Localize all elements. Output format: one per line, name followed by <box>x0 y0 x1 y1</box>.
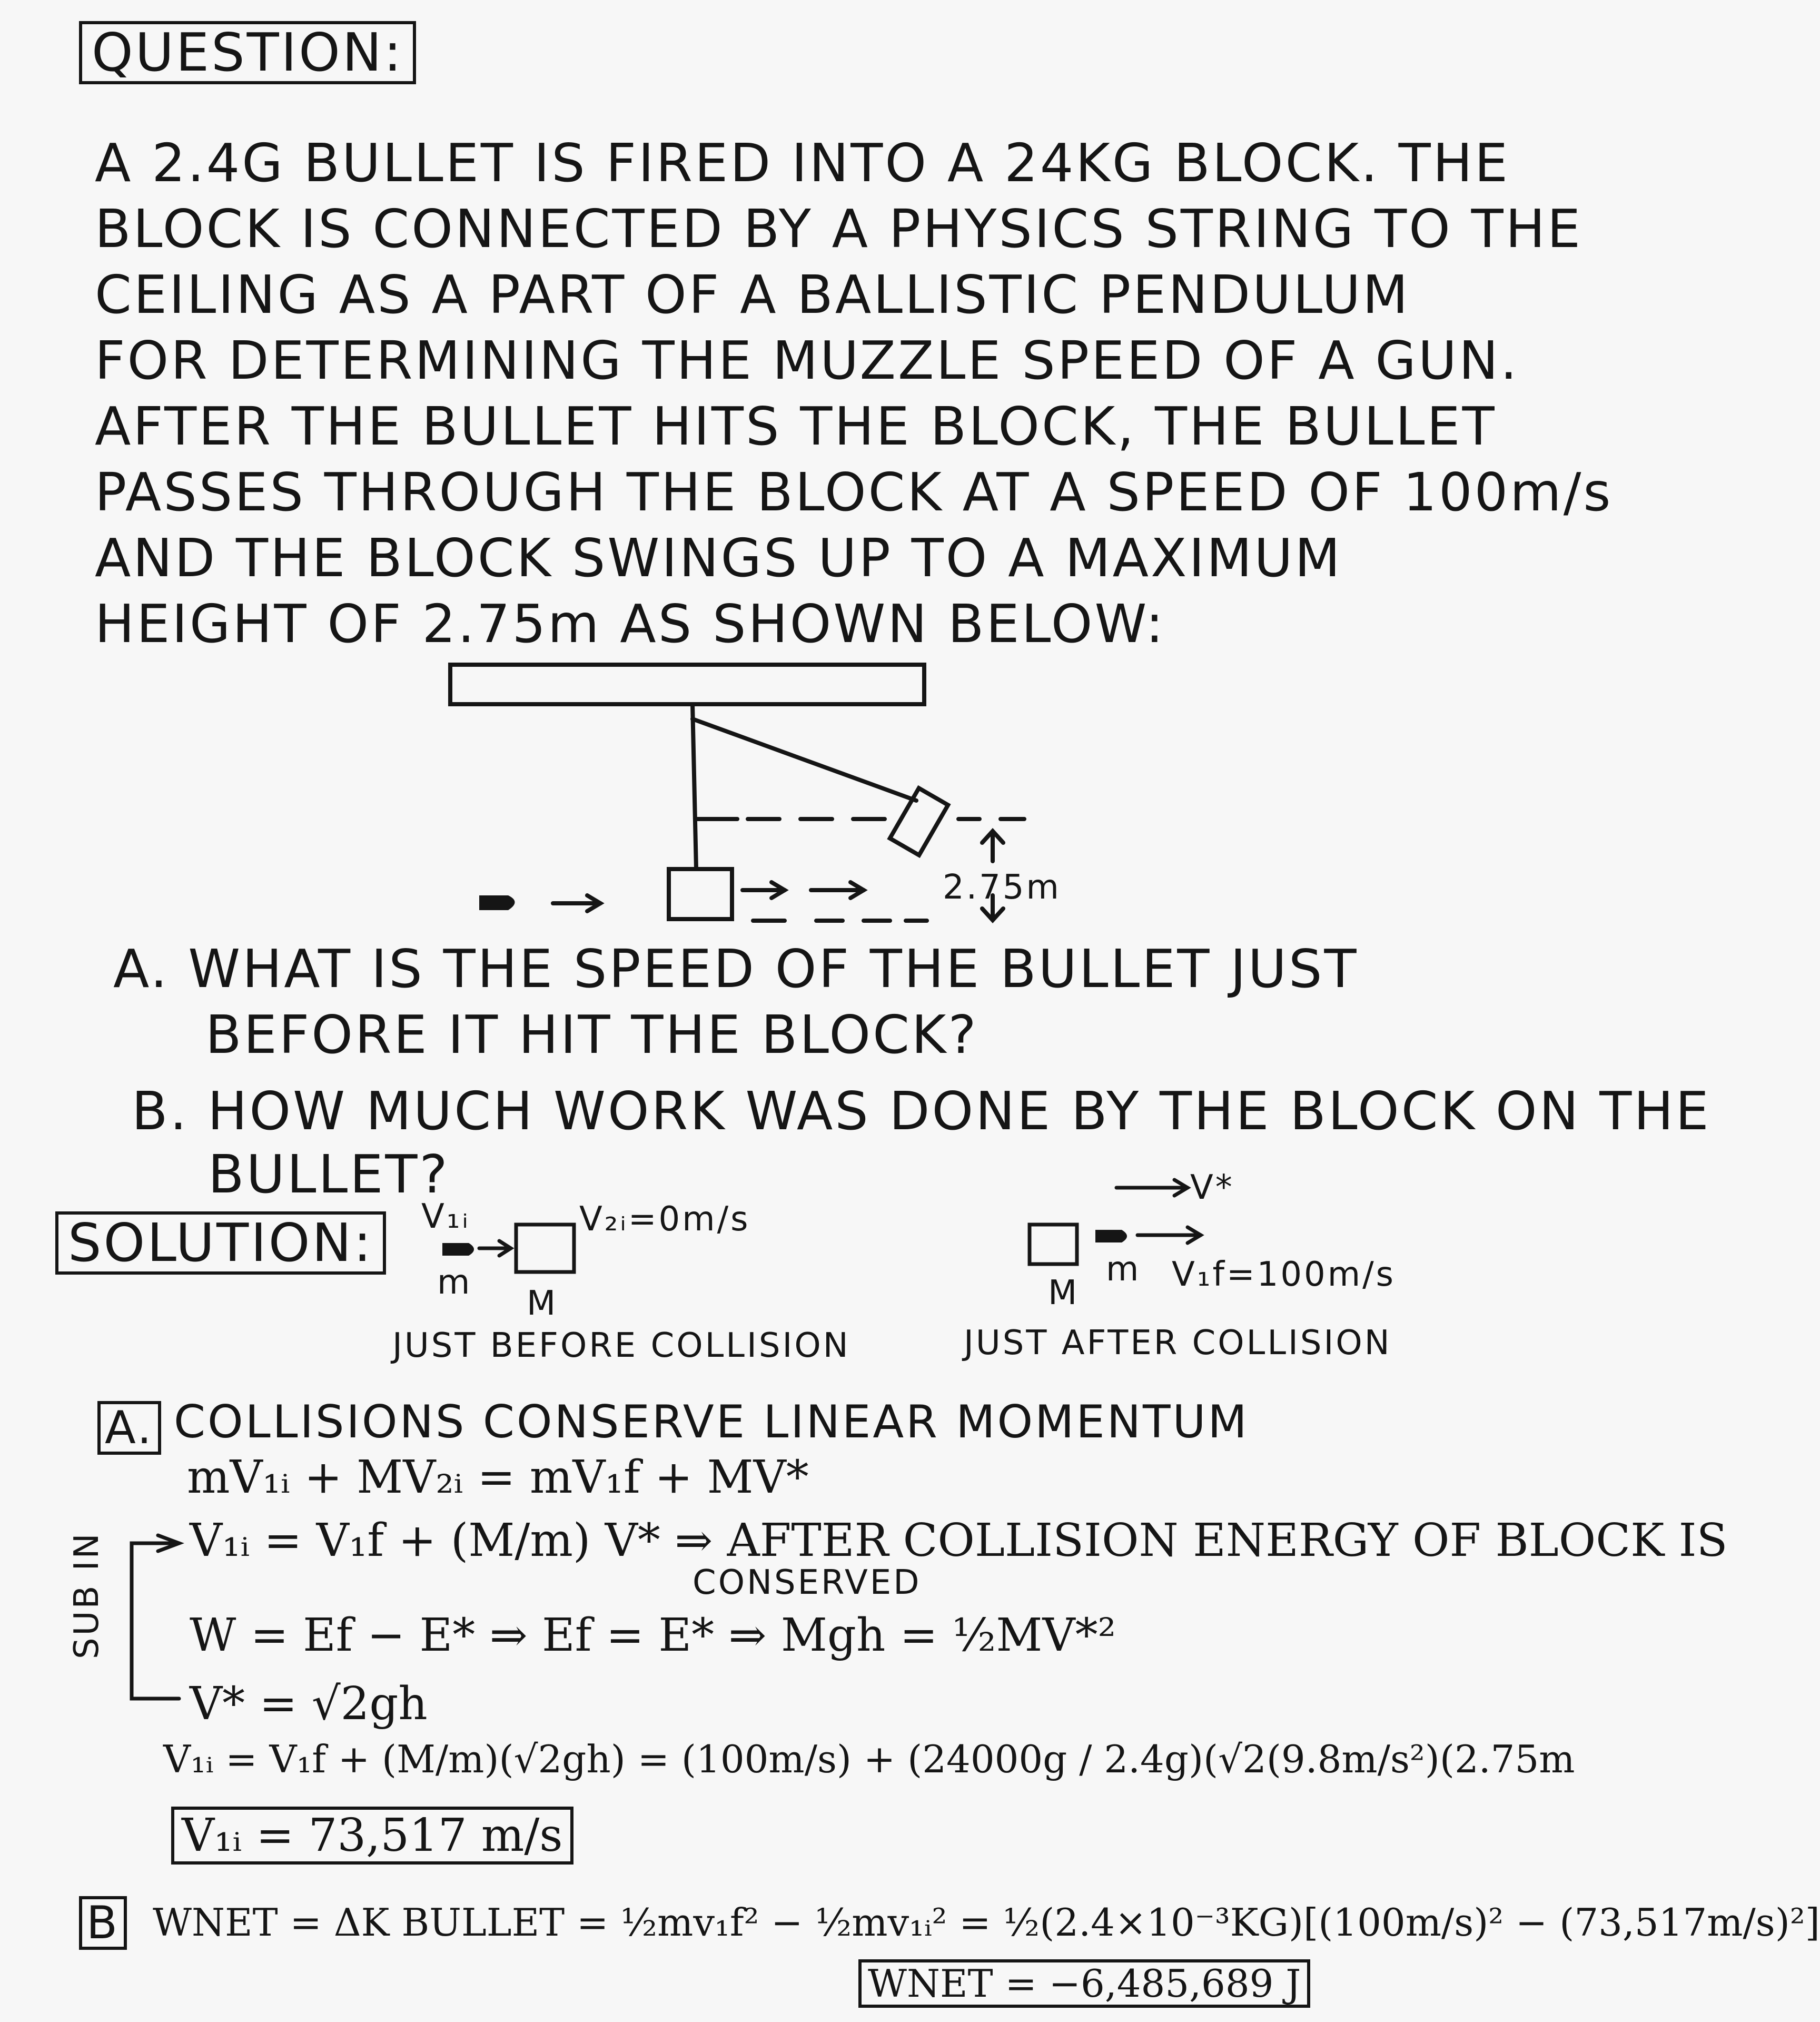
part-a-eq1: mV₁ᵢ + MV₂ᵢ = mV₁f + MV* <box>187 1451 809 1504</box>
before-m: m <box>437 1263 472 1302</box>
after-vstar: V* <box>1190 1168 1234 1207</box>
part-b-question-1: B. HOW MUCH WORK WAS DONE BY THE BLOCK ON THE <box>132 1080 1711 1142</box>
question-line-7: AND THE BLOCK SWINGS UP TO A MAXIMUM <box>95 527 1342 589</box>
before-caption: JUST BEFORE COLLISION <box>392 1326 850 1365</box>
question-line-1: A 2.4G BULLET IS FIRED INTO A 24KG BLOCK. THE <box>95 132 1510 194</box>
part-a-eq4: V* = √2gh <box>190 1678 428 1730</box>
part-a-question-1: A. WHAT IS THE SPEED OF THE BULLET JUST <box>113 938 1359 1000</box>
question-heading: QUESTION: <box>79 21 416 84</box>
after-m: m <box>1106 1250 1141 1289</box>
part-a-eq5: V₁ᵢ = V₁f + (M/m)(√2gh) = (100m/s) + (24000g / 2.4g)(√2(9.8m/s²)(2.75m <box>163 1737 1575 1781</box>
part-a-label: A. <box>97 1401 161 1455</box>
part-a-question-2: BEFORE IT HIT THE BLOCK? <box>205 1004 978 1066</box>
height-label: 2.75m <box>943 868 1061 907</box>
after-caption: JUST AFTER COLLISION <box>964 1324 1392 1363</box>
part-b-label: B <box>79 1896 127 1950</box>
part-b-question-2: BULLET? <box>208 1143 450 1205</box>
question-line-8: HEIGHT OF 2.75m AS SHOWN BELOW: <box>95 593 1166 655</box>
sub-in-label: SUB IN <box>67 1531 106 1659</box>
question-line-2: BLOCK IS CONNECTED BY A PHYSICS STRING TO THE <box>95 198 1583 260</box>
question-line-3: CEILING AS A PART OF A BALLISTIC PENDULUM <box>95 264 1410 326</box>
solution-heading: SOLUTION: <box>55 1211 386 1275</box>
part-a-eq2: V₁ᵢ = V₁f + (M/m) V* ⇒ AFTER COLLISION ENERGY OF BLOCK IS <box>190 1514 1728 1567</box>
part-a-answer: V₁ᵢ = 73,517 m/s <box>171 1807 573 1865</box>
question-line-5: AFTER THE BULLET HITS THE BLOCK, THE BULLET <box>95 396 1497 457</box>
before-v1i: V₁ᵢ <box>421 1197 470 1236</box>
before-v2i: V₂ᵢ=0m/s <box>579 1200 750 1239</box>
part-a-title: COLLISIONS CONSERVE LINEAR MOMENTUM <box>174 1396 1249 1448</box>
after-M: M <box>1048 1274 1080 1313</box>
after-v1f: V₁f=100m/s <box>1172 1255 1396 1294</box>
question-line-4: FOR DETERMINING THE MUZZLE SPEED OF A GUN. <box>95 330 1519 391</box>
before-M: M <box>527 1284 558 1323</box>
part-b-answer: WNET = −6,485,689 J <box>858 1959 1310 2008</box>
part-a-eq3: W = Ef − E* ⇒ Ef = E* ⇒ Mgh = ½MV*² <box>190 1609 1116 1662</box>
part-b-eq: WNET = ΔK BULLET = ½mv₁f² − ½mv₁ᵢ² = ½(2.4×10⁻³KG)[(100m/s)² − (73,517m/s)²] <box>153 1900 1820 1945</box>
question-line-6: PASSES THROUGH THE BLOCK AT A SPEED OF 100m/s <box>95 461 1613 523</box>
part-a-eq2b: CONSERVED <box>693 1563 922 1602</box>
